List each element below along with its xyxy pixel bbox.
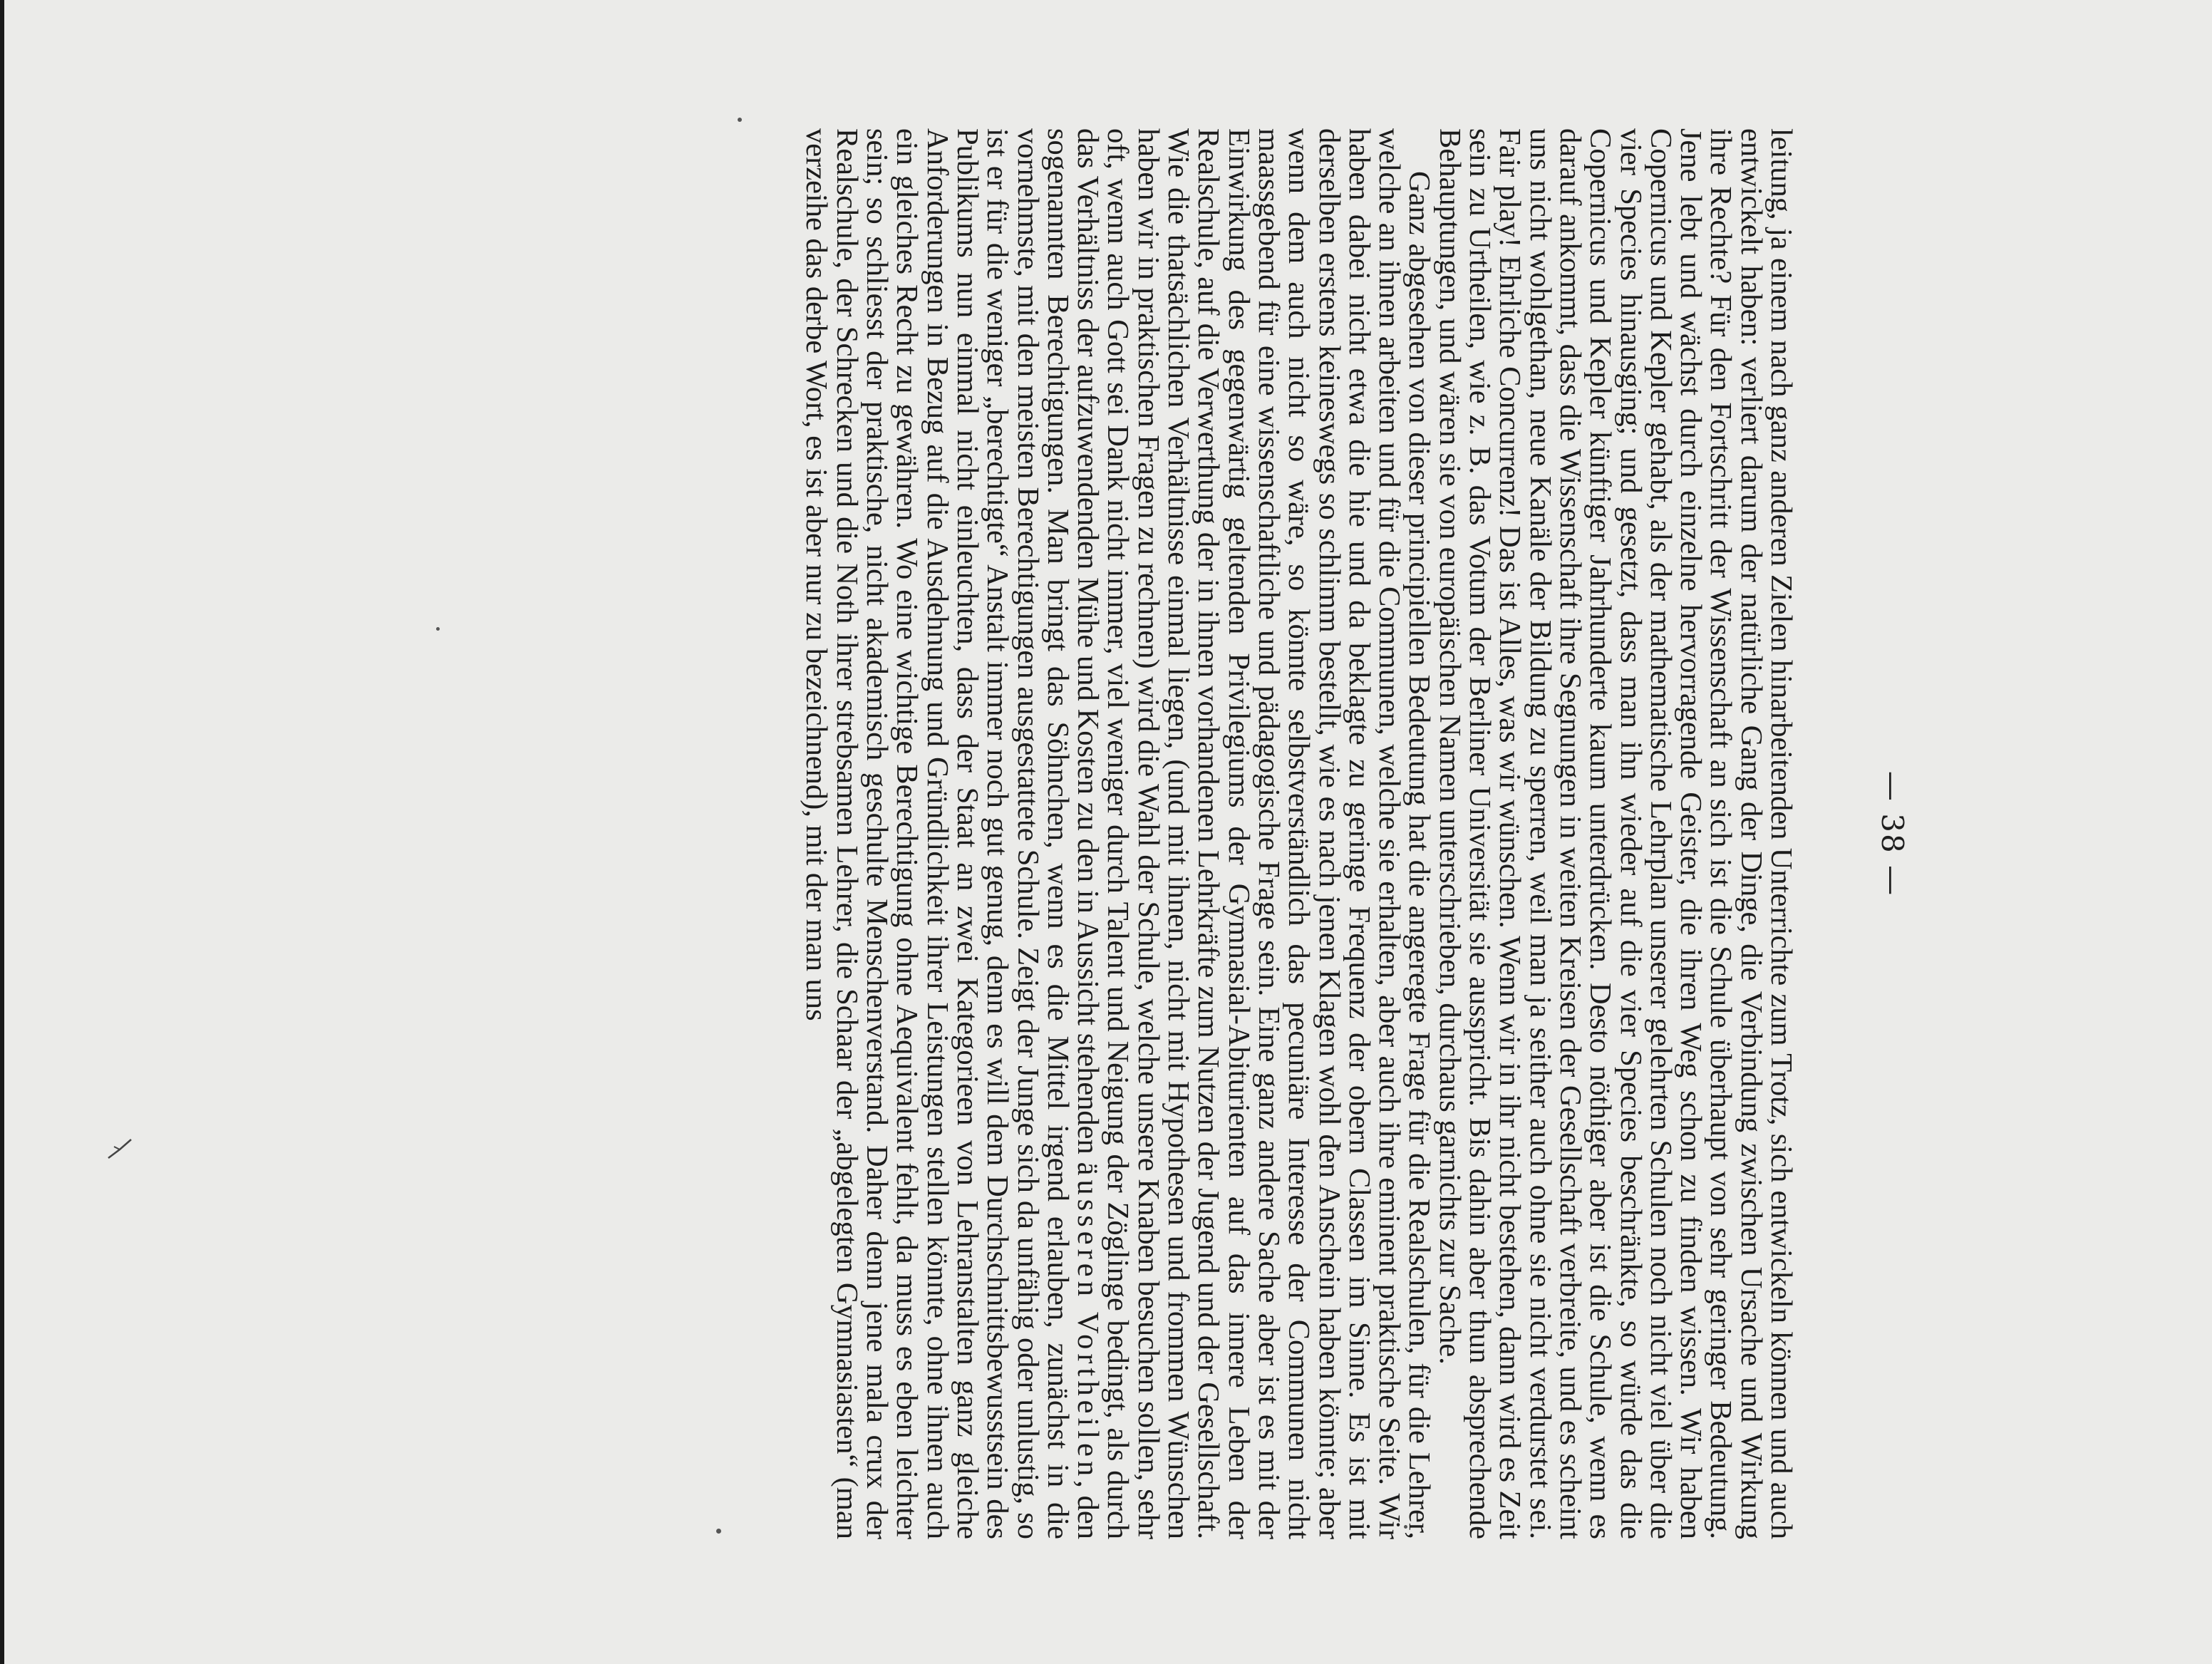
paragraph-2-part-2: , den sogenannten Berechtigungen. Man bringt das Söhnchen, wenn es die Mittel irgend erlauben, zunächst in die vornehmste, mit den meisten Berechtigungen ausgestattete Schule. Zeigt der Junge sich da unfähig oder unlustig, so ist er für die weniger „berechtigte“ Anstalt immer noch gut genug, denn es will dem Durchschnittsbewusstsein des Publikums nun einmal nicht einleuchten, dass der Staat an zwei Kategorieen von Lehranstalten ganz gleiche Anforderungen in Bezug auf die Ausdehnung und Gründlichkeit ihrer Leistungen stellen könnte, ohne ihnen auch ein gleiches Recht zu gewähren. Wo eine wichtige Berechtigung ohne Aequivalent fehlt, da muss es eben leichter sein; so schliesst der praktische, nicht akademisch geschulte Menschenverstand. Daher denn jene mala crux der Realschule, der Schrecken und die Noth ihrer strebsamen Lehrer, die Schaar der „abgelegten Gymnasiasten“ (man verzeihe das derbe Wort, es ist aber nur zu bezeichnend), mit der man uns (800, 128, 1105, 1539)
paragraph-2 (800, 128, 1437, 1539)
spaced-emphasis: äusseren Vortheilen (1071, 1162, 1105, 1481)
paragraph-1: leitung, ja einem nach ganz anderen Zielen hinarbeitenden Unterrichte zum Trotz, sich entwickeln können und auch entwickelt haben: verliert darum der natürliche Gang der Dinge, die Verbindung zwischen Ursache und Wirkung ihre Rechte? Für den Fortschritt der Wissenschaft an sich ist die Schule überhaupt von sehr geringer Bedeutung. Jene lebt und wächst durch einzelne hervorragende Geister, die ihren Weg schon zu finden wissen. Wir haben Copernicus und Kepler gehabt, als der mathematische Lehrplan unserer gelehrten Schulen noch nicht viel über die vier Species hinausging; und gesetzt, dass man ihn wieder auf die vier Species beschränkte, so würde das die Copernicus und Kepler künftiger Jahrhunderte kaum unterdrücken. Desto nöthiger aber ist die Schule, wenn es darauf ankommt, dass die Wissenschaft ihre Segnungen in weiten Kreisen der Gesellschaft verbreite, und es scheint uns nicht wohlgethan, neue Kanäle der Bildung zu sperren, weil man ja seither auch ohne sie nicht verdurstet sei. Fair play! Ehrliche Concurrenz! Das ist Alles, was wir wünschen. Wenn wir in ihr nicht bestehen, dann wird es Zeit sein zu Urtheilen, wie z. B. das Votum der Berliner Universität sie ausspricht. Bis dahin aber thun absprechende Behauptungen, und wären sie von europäischen Namen unterschrieben, durchaus garnichts zur Sache. (1432, 128, 1798, 1539)
page-number: — 38 — (1875, 770, 1910, 897)
pencil-mark-icon (107, 1137, 134, 1159)
paragraph-2-part-1: Ganz abgesehen von dieser principiellen Bedeutung hat die angeregte Frage für die Realschulen, für die Lehrer, welche an ihnen arbeiten und für die Communen, welche sie erhalten, aber auch ihre eminent praktische Seite. Wir haben dabei nicht etwa die hie und da beklagte zu geringe Frequenz der obern Classen im Sinne. Es ist mit derselben erstens keineswegs so schlimm bestellt, wie es nach jenen Klagen wohl den Anschein haben könnte; aber wenn dem auch nicht so wäre, so könnte selbstverständlich das pecuniäre Interesse der Communen nicht maassgebend für eine wissenschaftliche und pädagogische Frage sein. Eine ganz andere Sache aber ist es mit der Einwirkung des gegenwärtig geltenden Privilegiums der Gymnasial-Abiturienten auf das innere Leben der Realschule, auf die Verwerthung der in ihnen vorhandenen Lehrkräfte zum Nutzen der Jugend und der Gesellschaft. Wie die thatsächlichen Verhältnisse einmal liegen, (und mit ihnen, nicht mit Hypothesen und frommen Wünschen haben wir in praktischen Fragen zu rechnen) wird die Wahl der Schule, welche unsere Knaben besuchen sollen, sehr oft, wenn auch Gott sei Dank nicht immer, viel weniger durch Talent und Neigung der Zöglinge bedingt, als durch das Verhältniss der aufzuwendenden Mühe und Kosten zu den in Aussicht stehenden (1071, 128, 1437, 1539)
body-text (801, 128, 1796, 1539)
rotated-book-page (299, 128, 1910, 1539)
dust-speck (738, 118, 742, 122)
scan-edge-border (0, 0, 4, 1664)
